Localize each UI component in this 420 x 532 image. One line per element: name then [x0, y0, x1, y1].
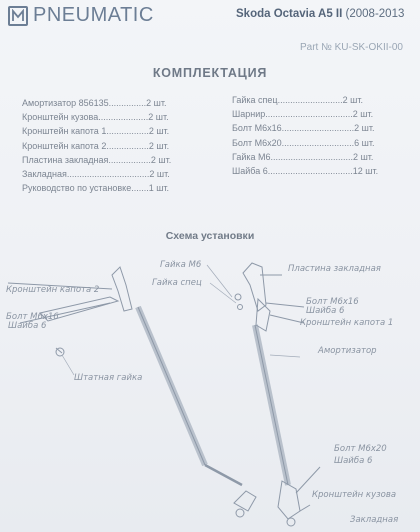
label-hood-bracket-2: Кронштейн капота 2 — [6, 285, 100, 295]
kit-item: Закладная.................................2 шт. — [22, 169, 170, 180]
kit-contents-title: КОМПЛЕКТАЦИЯ — [152, 66, 268, 80]
label-washer-left: Шайба 6 — [8, 321, 47, 331]
left-gas-strut — [138, 307, 242, 485]
label-bolt-m6x16-left: Болт М6х16 — [6, 312, 59, 322]
kit-item: Болт М6х20.............................6 шт. — [232, 137, 375, 148]
label-shock-absorber: Амортизатор — [318, 346, 377, 356]
label-factory-nut: Штатная гайка — [74, 373, 143, 383]
brand-name: PNEUMATIC — [33, 4, 154, 26]
label-bolt-m6x16-right: Болт М6х16 — [306, 297, 359, 307]
brand-logo — [8, 4, 154, 27]
kit-item: Гайка спец..........................2 шт. — [232, 95, 363, 105]
kit-list-left — [22, 96, 222, 195]
pneumatic-logo-icon — [8, 6, 28, 26]
kit-item: Гайка М6.................................2 шт. — [232, 151, 374, 162]
model-years: (2008-2013 — [345, 8, 405, 20]
label-nut-m6: Гайка М6 — [160, 260, 202, 270]
installation-diagram-title: Схема установки — [165, 230, 255, 242]
kit-item: Кронштейн кузова....................2 шт. — [22, 112, 169, 123]
label-body-bracket: Кронштейн кузова — [312, 490, 397, 500]
kit-item: Кронштейн капота 1.................2 шт. — [22, 126, 170, 137]
label-embed: Закладная — [350, 515, 399, 525]
part-number: Part № KU-SK-OKII-00 — [300, 42, 403, 53]
kit-item: Кронштейн капота 2.................2 шт. — [22, 140, 170, 151]
label-mount-plate: Пластина закладная — [288, 264, 381, 274]
lower-mount-hardware — [234, 467, 320, 526]
label-hood-bracket-1: Кронштейн капота 1 — [300, 318, 394, 328]
kit-item: Шайба 6..................................12 шт. — [232, 166, 379, 177]
kit-item: Шарнир...................................2 шт. — [232, 109, 374, 120]
model-name: Skoda Octavia A5 II — [236, 8, 343, 20]
label-washer-bottom: Шайба 6 — [334, 456, 373, 466]
kit-list-right — [232, 93, 402, 178]
right-gas-strut — [255, 325, 288, 485]
kit-item: Амортизатор 856135...............2 шт. — [22, 98, 167, 108]
label-washer-right: Шайба 6 — [306, 306, 345, 316]
kit-item: Пластина закладная.................2 шт. — [22, 154, 172, 165]
vehicle-model — [236, 8, 404, 20]
label-bolt-m6x20: Болт М6х20 — [334, 444, 387, 454]
label-special-nut: Гайка спец — [152, 278, 202, 288]
kit-item: Болт М6х16.............................2 шт. — [232, 123, 375, 134]
kit-item: Руководство по установке.......1 шт. — [22, 183, 170, 194]
